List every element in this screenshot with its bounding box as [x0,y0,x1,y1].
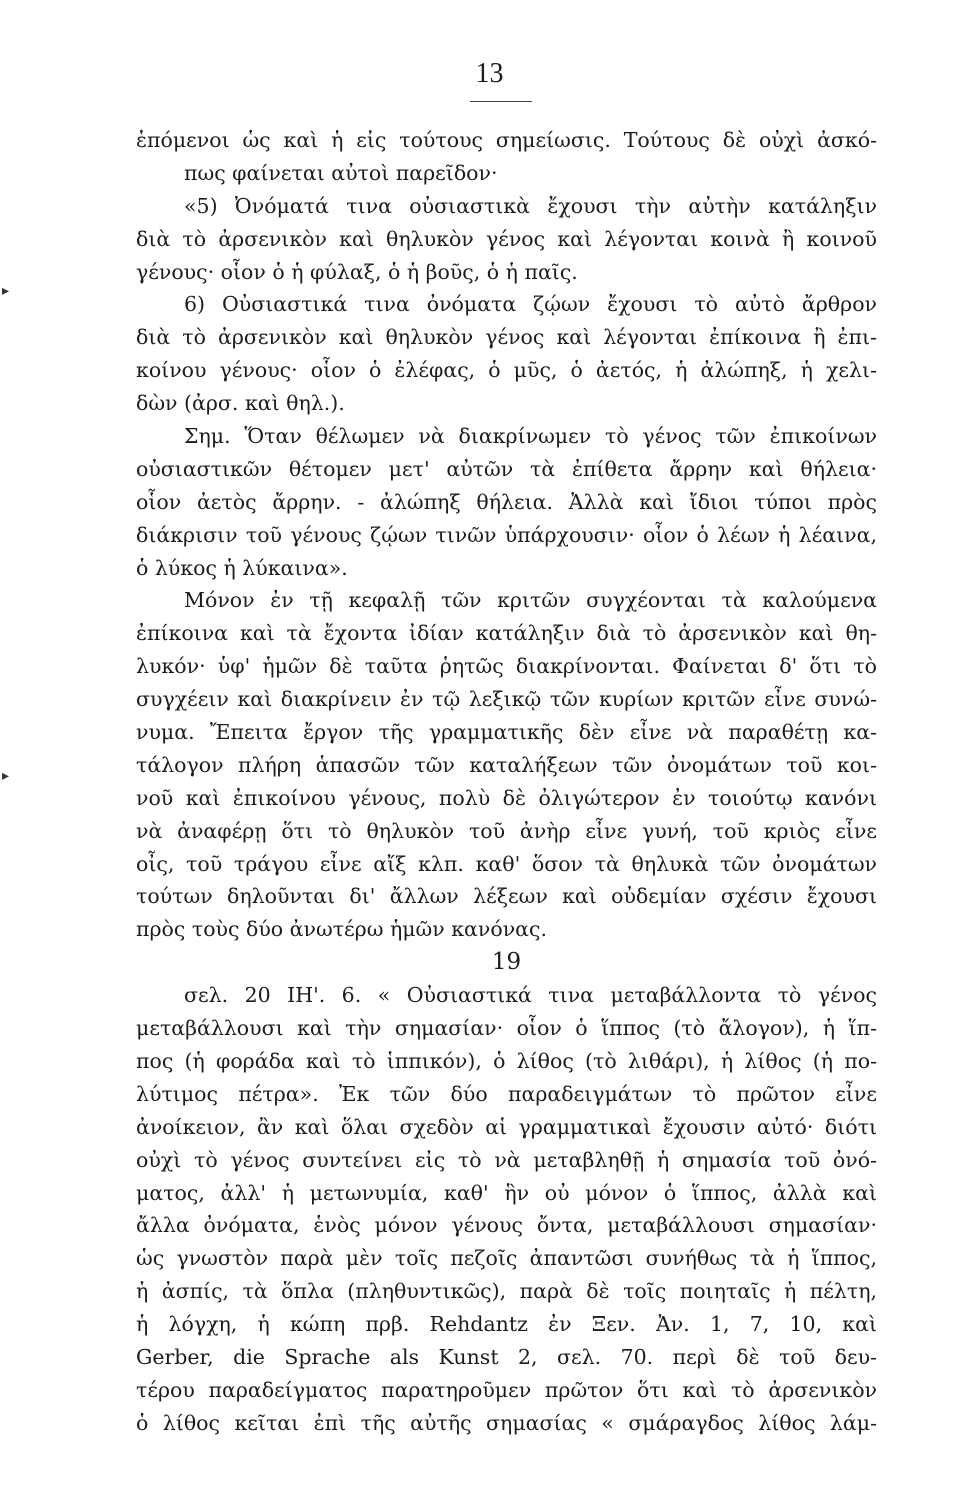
text-line: διὰ τὸ ἀρσενικὸν καὶ θηλυκὸν γένος καὶ λέγονται ἐπίκοινα ἢ ἐπι- [136,325,877,350]
text-line: οἷον ἀετὸς ἄρρην. - ἀλώπηξ θήλεια. Ἀλλὰ καὶ ἴδιοι τύποι πρὸς [136,489,877,514]
text-line: λυκόν· ὑφ' ἡμῶν δὲ ταῦτα ῥητῶς διακρίνονται. Φαίνεται δ' ὅτι τὸ [136,654,877,679]
text-line: Σημ. Ὅταν θέλωμεν νὰ διακρίνωμεν τὸ γένος τῶν ἐπικοίνων [184,424,877,449]
text-line: «5) Ὀνόματά τινα οὐσιαστικὰ ἔχουσι τὴν αὐτὴν κατάληξιν [184,193,877,218]
text-line: ἀνοίκειον, ἂν καὶ ὅλαι σχεδὸν αἱ γραμματικαὶ ἔχουσιν αὐτό· διότι [136,1114,877,1139]
text-line: πος (ἡ φοράδα καὶ τὸ ἱππικόν), ὁ λίθος (τὸ λιθάρι), ἡ λίθος (ἡ πο- [136,1048,877,1073]
text-line: μεταβάλλουσι καὶ τὴν σημασίαν· οἷον ὁ ἵππος (τὸ ἄλογον), ἡ ἵπ- [136,1016,877,1041]
text-line: τάλογον πλήρη ἁπασῶν τῶν καταλήξεων τῶν ὀνομάτων τοῦ κοι- [136,752,877,777]
text-line: ματος, ἀλλ' ἡ μετωνυμία, καθ' ἣν οὐ μόνον ὁ ἵππος, ἀλλὰ καὶ [136,1180,877,1205]
text-line: διὰ τὸ ἀρσενικὸν καὶ θηλυκὸν γένος καὶ λέγονται κοινὰ ἢ κοινοῦ [136,226,877,251]
text-line: ἑπόμενοι ὡς καὶ ἡ εἰς τούτους σημείωσις. Τούτους δὲ οὐχὶ ἀσκό- [136,128,877,152]
text-line: Gerber, die Sprache als Kunst 2, σελ. 70. περὶ δὲ τοῦ δευ- [136,1344,877,1369]
section-number: 19 [491,949,522,976]
page-body [136,124,877,1440]
text-line: νυμα. Ἔπειτα ἔργον τῆς γραμματικῆς δὲν εἶνε νὰ παραθέτῃ κα- [136,720,877,745]
text-line: λύτιμος πέτρα». Ἐκ τῶν δύο παραδειγμάτων τὸ πρῶτον εἶνε [136,1081,877,1106]
page-number-rule [470,101,532,102]
text-line: ὁ λύκος ἡ λύκαινα». [136,555,348,580]
text-line: οὐσιαστικῶν θέτομεν μετ' αὐτῶν τὰ ἐπίθετα ἄρρην καὶ θήλεια· [136,456,877,481]
text-line: 6) Οὐσιαστικά τινα ὀνόματα ζῴων ἔχουσι τὸ αὐτὸ ἄρθρον [184,292,877,317]
text-line: ἐπίκοινα καὶ τὰ ἔχοντα ἰδίαν κατάληξιν διὰ τὸ ἀρσενικὸν καὶ θη- [136,621,877,646]
text-line: πρὸς τοὺς δύο ἀνωτέρω ἡμῶν κανόνας. [136,917,548,942]
text-line: οἶς, τοῦ τράγου εἶνε αἴξ κλπ. καθ' ὅσον τὰ θηλυκὰ τῶν ὀνομάτων [136,851,877,876]
text-line: πως φαίνεται αὐτοὶ παρεῖδον· [184,160,498,185]
text-line: γένους· οἷον ὁ ἡ φύλαξ, ὁ ἡ βοῦς, ὁ ἡ παῖς. [136,259,578,284]
text-line: κοίνου γένους· οἷον ὁ ἐλέφας, ὁ μῦς, ὁ ἀετός, ἡ ἀλώπηξ, ἡ χελι- [136,358,877,383]
text-line: ἡ λόγχη, ἡ κώπη πρβ. Rehdantz ἐν Ξεν. Ἀν. 1, 7, 10, καὶ [136,1312,877,1337]
text-line: Μόνον ἐν τῇ κεφαλῇ τῶν κριτῶν συγχέονται τὰ καλούμενα [184,588,877,613]
text-line: ἡ ἀσπίς, τὰ ὅπλα (πληθυντικῶς), παρὰ δὲ τοῖς ποιηταῖς ἡ πέλτη, [136,1279,877,1304]
margin-mark-icon: ▸ [2,283,10,299]
page-number: 13 [475,58,504,89]
text-line: συγχέειν καὶ διακρίνειν ἐν τῷ λεξικῷ τῶν κυρίων κριτῶν εἶνε συνώ- [136,687,877,712]
text-line: ἄλλα ὀνόματα, ἑνὸς μόνον γένους ὄντα, μεταβάλλουσι σημασίαν· [136,1213,877,1238]
text-line: δὼν (ἀρσ. καὶ θηλ.). [136,391,345,416]
text-line: ὁ λίθος κεῖται ἐπὶ τῆς αὐτῆς σημασίας « σμάραγδος λίθος λάμ- [136,1410,877,1435]
text-line: ὡς γνωστὸν παρὰ μὲν τοῖς πεζοῖς ἀπαντῶσι συνήθως τὰ ἡ ἵππος, [136,1246,877,1271]
text-line: νὰ ἀναφέρῃ ὅτι τὸ θηλυκὸν τοῦ ἀνὴρ εἶνε γυνή, τοῦ κριὸς εἶνε [136,818,877,843]
text-line: νοῦ καὶ ἐπικοίνου γένους, πολὺ δὲ ὀλιγώτερον ἐν τοιούτῳ κανόνι [136,785,877,810]
text-line: διάκρισιν τοῦ γένους ζῴων τινῶν ὑπάρχουσιν· οἷον ὁ λέων ἡ λέαινα, [136,522,877,547]
margin-mark-icon: ▸ [2,768,10,784]
text-line: οὐχὶ τὸ γένος συντείνει εἰς τὸ νὰ μεταβληθῇ ἡ σημασία τοῦ ὀνό- [136,1147,877,1172]
text-line: τέρου παραδείγματος παρατηροῦμεν πρῶτον ὅτι καὶ τὸ ἀρσενικὸν [136,1377,877,1402]
text-line: τούτων δηλοῦνται δι' ἄλλων λέξεων καὶ οὐδεμίαν σχέσιν ἔχουσι [136,884,877,909]
text-line: σελ. 20 ΙΗ'. 6. « Οὐσιαστικά τινα μεταβάλλοντα τὸ γένος [184,983,877,1008]
